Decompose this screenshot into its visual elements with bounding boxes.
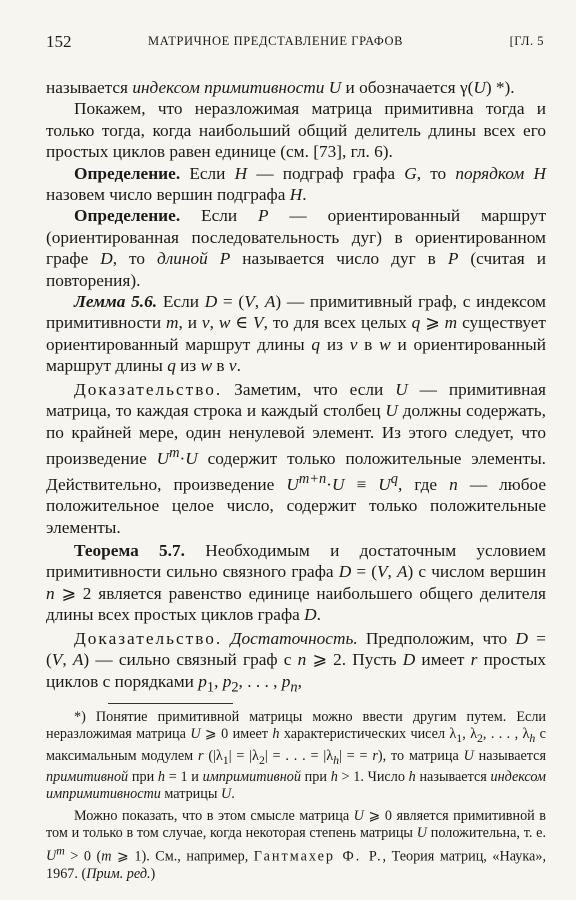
- definition-order: Определение. Если H — подграф графа G, то порядком H назовем число вершин подграфа H.: [46, 163, 546, 205]
- lemma-5-6: Лемма 5.6. Если D = (V, A) — примитивный граф, с индексом примитивности m, и v, w ∈ V, то для всех целых q ⩾ m существует ориентированный маршрут длины q из v в w и ориентированный маршрут длины q из w в v.: [46, 292, 546, 376]
- page-number: 152: [46, 32, 72, 51]
- footnote: Можно показать, что в этом смысле матрица U ⩾ 0 является примитивной в том и только в том случае, когда некоторая степень матрицы U положительна, т. е. $U^m > 0$ (m ⩾ 1). См., например, Гантмахер Ф. Р., Теория матриц, «Наука», 1967. (Прим. ред.): [46, 807, 546, 882]
- chapter-label: [ГЛ. 5: [509, 34, 544, 48]
- footnotes: [46, 709, 546, 883]
- running-title: МАТРИЧНОЕ ПРЕДСТАВЛЕНИЕ ГРАФОВ: [148, 34, 404, 48]
- footnote-rule: [108, 703, 233, 704]
- definition-length: Определение. Если P — ориентированный маршрут (ориентированная последовательность дуг) в ориентированном графе D, то длиной P называется число дуг в P (считая и повторения).: [46, 206, 546, 290]
- footnote: *) Понятие примитивной матрицы можно ввести другим путем. Если неразложимая матрица U ⩾ 0 имеет h характеристических чисел $\lambda_1$, $\lambda_2$, . . . , $\lambda_h$ с максимальным модулем r ($|\lambda_1| = |\lambda_2|$ = . . . = $|\lambda_h|$ = = r), то матрица U называется примитивной при h = 1 и импримитивной при h > 1. Число h называется индексом импримитивности матрицы U.: [46, 709, 546, 803]
- theorem-5-7: Теорема 5.7. Необходимым и достаточным условием примитивности сильно связного графа D = (V, A) с числом вершин n ⩾ 2 является равенство единице наибольшего общего делителя длины всех простых циклов графа D.: [46, 541, 546, 625]
- paragraph: Покажем, что неразложимая матрица примитивна тогда и только тогда, когда наибольший общий делитель длины всех его простых циклов равен единице (см. [73], гл. 6).: [46, 99, 546, 162]
- main-text: [46, 77, 546, 698]
- proof: Доказательство. Заметим, что если U — примитивная матрица, то каждая строка и каждый столбец U должны содержать, по крайней мере, один ненулевой элемент. Из этого следует, что произведение $U^m\cdot U$ содержит только положительные элементы. Действительно, произведение $U^{m+n}\cdot U \equiv U^q$, где n — любое положительное целое число, содержит только положительные элементы.: [46, 379, 547, 537]
- running-header: [46, 32, 544, 52]
- proof: Доказательство. Достаточность. Предположим, что D = (V, A) — сильно связный граф с n ⩾ 2. Пусть D имеет r простых циклов с порядками $p_1$, $p_2$, . . . , $p_n$,: [46, 628, 546, 695]
- paragraph: называется индексом примитивности U и обозначается γ(U) *).: [46, 78, 515, 97]
